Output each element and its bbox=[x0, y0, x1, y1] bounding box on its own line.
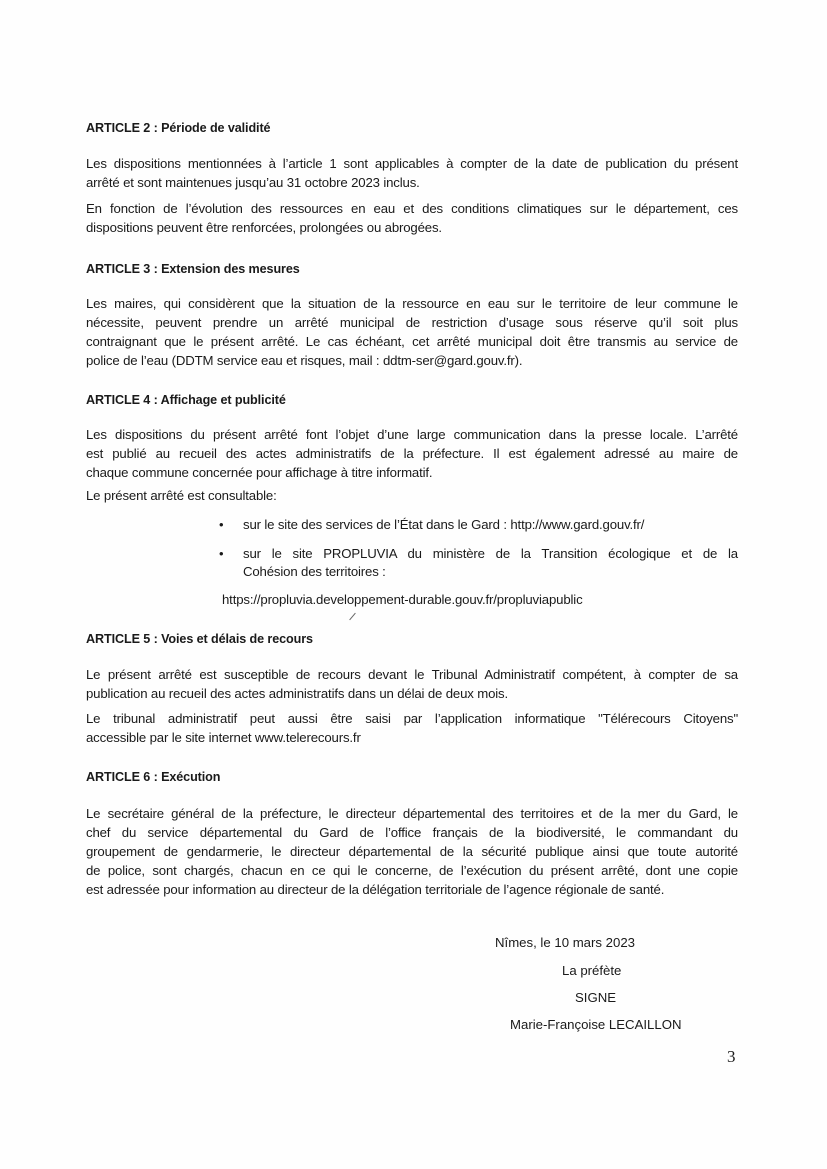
article-5-line: Le tribunal administratif peut aussi être saisi par l’application informatique "Télérecours Citoyens" bbox=[86, 711, 738, 726]
article-6-line: est adressée pour information au directeur de la délégation territoriale de l’agence régionale de santé. bbox=[86, 882, 665, 897]
article-5-heading: ARTICLE 5 : Voies et délais de recours bbox=[86, 632, 313, 646]
page-number: 3 bbox=[727, 1047, 736, 1066]
bullet-item-propluvia-cont: Cohésion des territoires : bbox=[243, 564, 386, 579]
signature-name: Marie-Françoise LECAILLON bbox=[510, 1017, 682, 1032]
article-5-line: Le présent arrêté est susceptible de recours devant le Tribunal Administratif compétent, à compter de sa bbox=[86, 667, 738, 682]
article-6-line: groupement de gendarmerie, le directeur départemental de la sécurité publique ainsi que toute autorité bbox=[86, 844, 738, 859]
article-3-line: contraignant que le présent arrêté. Le cas échéant, cet arrêté municipal doit être transmis au service de bbox=[86, 334, 738, 349]
article-4-line: chaque commune concernée pour affichage à titre informatif. bbox=[86, 465, 433, 480]
article-2-heading: ARTICLE 2 : Période de validité bbox=[86, 121, 271, 135]
bullet-item-propluvia: sur le site PROPLUVIA du ministère de la Transition écologique et de la bbox=[243, 546, 738, 561]
article-4-line: Le présent arrêté est consultable: bbox=[86, 488, 277, 503]
article-4-line: Les dispositions du présent arrêté font l’objet d’une large communication dans la presse locale. L’arrêté bbox=[86, 427, 738, 442]
article-4-heading: ARTICLE 4 : Affichage et publicité bbox=[86, 393, 286, 407]
article-3-line: nécessite, peuvent prendre un arrêté municipal de restriction d’usage sous réserve qu’il soit plus bbox=[86, 315, 738, 330]
article-5-line: publication au recueil des actes administratifs dans un délai de deux mois. bbox=[86, 686, 508, 701]
bullet-item-gard-site: sur le site des services de l’État dans le Gard : http://www.gard.gouv.fr/ bbox=[243, 517, 645, 532]
article-2-line: dispositions peuvent être renforcées, prolongées ou abrogées. bbox=[86, 220, 442, 235]
signature-role: La préfète bbox=[562, 963, 622, 978]
article-6-line: chef du service départemental du Gard de l’office français de la biodiversité, le commandant du bbox=[86, 825, 738, 840]
article-6-line: de police, sont chargés, chacun en ce qui le concerne, de l’exécution du présent arrêté, dont une copie bbox=[86, 863, 738, 878]
bullet-icon: • bbox=[219, 546, 224, 561]
article-6-line: Le secrétaire général de la préfecture, le directeur départemental des territoires et de la mer du Gard, le bbox=[86, 806, 738, 821]
article-2-line: Les dispositions mentionnées à l’article 1 sont applicables à compter de la date de publication du présent bbox=[86, 156, 738, 171]
article-6-heading: ARTICLE 6 : Exécution bbox=[86, 770, 221, 784]
article-3-heading: ARTICLE 3 : Extension des mesures bbox=[86, 262, 300, 276]
article-2-line: En fonction de l’évolution des ressources en eau et des conditions climatiques sur le département, ces bbox=[86, 201, 738, 216]
propluvia-url: https://propluvia.developpement-durable.gouv.fr/propluviapublic bbox=[222, 592, 583, 607]
article-2-line: arrêté et sont maintenues jusqu’au 31 octobre 2023 inclus. bbox=[86, 175, 420, 190]
article-3-line: Les maires, qui considèrent que la situation de la ressource en eau sur le territoire de leur commune le bbox=[86, 296, 738, 311]
signature-place-date: Nîmes, le 10 mars 2023 bbox=[495, 935, 635, 950]
bullet-icon: • bbox=[219, 517, 224, 532]
article-5-line: accessible par le site internet www.telerecours.fr bbox=[86, 730, 361, 745]
article-3-line: police de l’eau (DDTM service eau et risques, mail : ddtm-ser@gard.gouv.fr). bbox=[86, 353, 523, 368]
article-4-line: est publié au recueil des actes administratifs de la préfecture. Il est également adressé au maire de bbox=[86, 446, 738, 461]
signature-status: SIGNE bbox=[575, 990, 617, 1005]
pen-mark bbox=[349, 613, 356, 621]
